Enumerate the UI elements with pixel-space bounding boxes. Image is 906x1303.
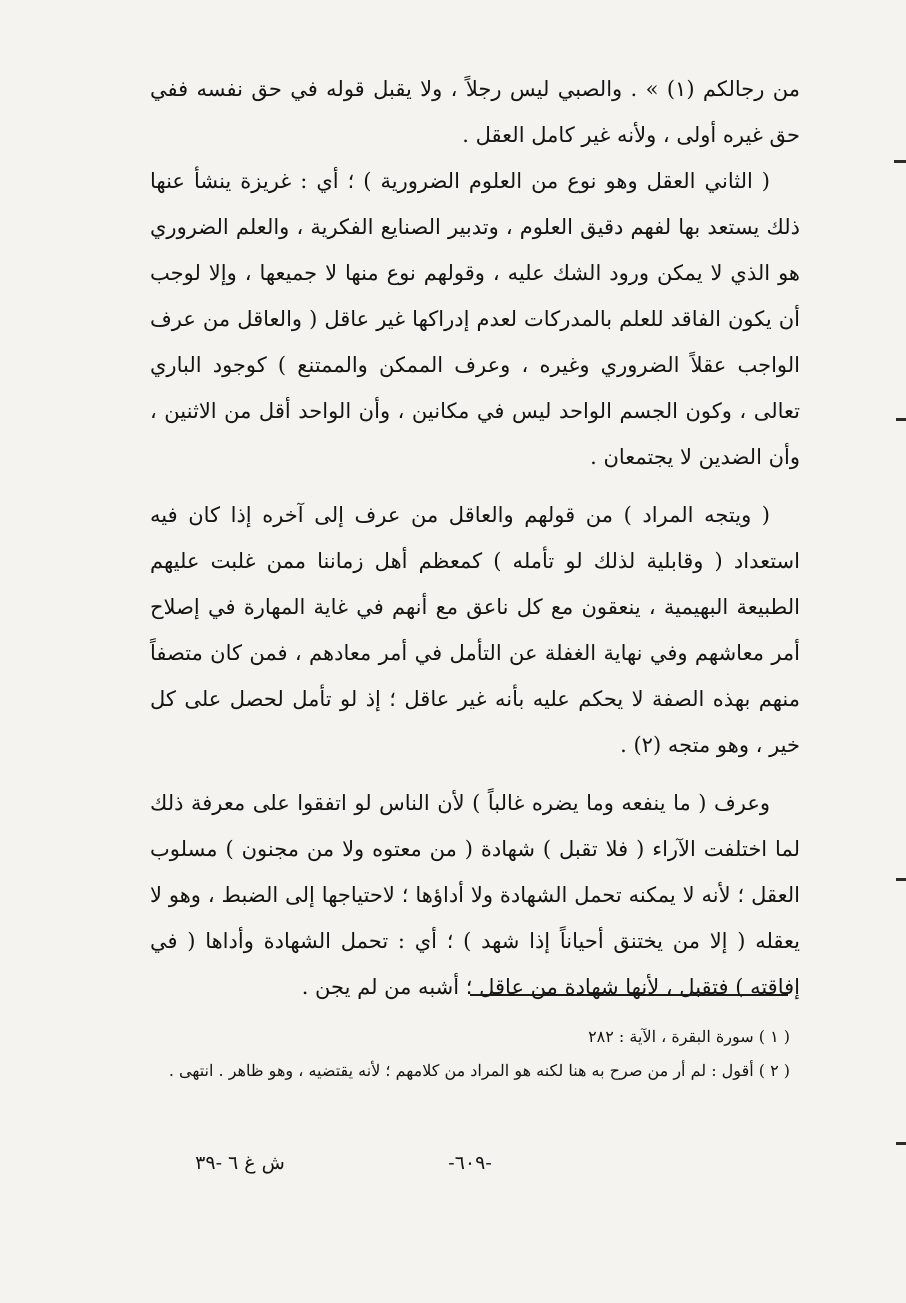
footnotes <box>150 1020 790 1088</box>
page-footer <box>0 1152 906 1188</box>
paragraph-4: وعرف ( ما ينفعه وما يضره غالباً ) لأن الناس لو اتفقوا على معرفة ذلك لما اختلفت الآراء ( فلا تقبل ) شهادة ( من معتوه ولا من مجنون ) مسلوب العقل ؛ لأنه لا يمكنه تحمل الشهادة ولا أداؤها ؛ لاحتياجها إلى الضبط ، وهو لا يعقله ( إلا من يختنق أحياناً إذا شهد ) ؛ أي : تحمل الشهادة وأداها ( في إفاقته ) فتقبل ، لأنها شهادة من عاقل ؛ أشبه من لم يجن . <box>150 791 800 999</box>
signature-mark: ش غ ٦ -٣٩ <box>195 1152 285 1174</box>
footnote-2: ( ٢ ) أقول : لم أر من صرح به هنا لكنه هو المراد من كلامهم ؛ لأنه يقتضيه ، وهو ظاهر . انتهى . <box>168 1061 790 1080</box>
main-text <box>150 66 800 1010</box>
page-number: -٦٠٩- <box>448 1152 492 1174</box>
footnote-1: ( ١ ) سورة البقرة ، الآية : ٢٨٢ <box>588 1027 790 1046</box>
scan-edge-mark <box>894 160 906 163</box>
footnote-separator <box>470 994 788 996</box>
paragraph-1: من رجالكم (١) » . والصبي ليس رجلاً ، ولا يقبل قوله في حق نفسه ففي حق غيره أولى ، ولأنه غير كامل العقل . <box>150 77 800 147</box>
scan-edge-mark <box>896 418 906 421</box>
scan-edge-mark <box>896 878 906 881</box>
paragraph-2: ( الثاني العقل وهو نوع من العلوم الضرورية ) ؛ أي : غريزة ينشأ عنها ذلك يستعد بها لفهم دقيق العلوم ، وتدبير الصنايع الفكرية ، والعلم الضروري هو الذي لا يمكن ورود الشك عليه ، وقولهم نوع منها لا جميعها ، وإلا لوجب أن يكون الفاقد للعلم بالمدركات لعدم إدراكها غير عاقل ( والعاقل من عرف الواجب عقلاً الضروري وغيره ، وعرف الممكن والممتنع ) كوجود الباري تعالى ، وكون الجسم الواحد ليس في مكانين ، وأن الواحد أقل من الاثنين ، وأن الضدين لا يجتمعان . <box>150 169 800 469</box>
scan-edge-mark <box>896 1142 906 1145</box>
paragraph-3: ( ويتجه المراد ) من قولهم والعاقل من عرف إلى آخره إذا كان فيه استعداد ( وقابلية لذلك لو تأمله ) كمعظم أهل زماننا ممن غلبت عليهم الطبيعة البهيمية ، ينعقون مع كل ناعق مع أنهم في غاية المهارة في إصلاح أمر معاشهم وفي نهاية الغفلة عن التأمل في أمر معادهم ، فمن كان متصفاً منهم بهذه الصفة لا يحكم عليه بأنه غير عاقل ؛ إذ لو تأمل لحصل على كل خير ، وهو متجه (٢) . <box>150 503 800 757</box>
